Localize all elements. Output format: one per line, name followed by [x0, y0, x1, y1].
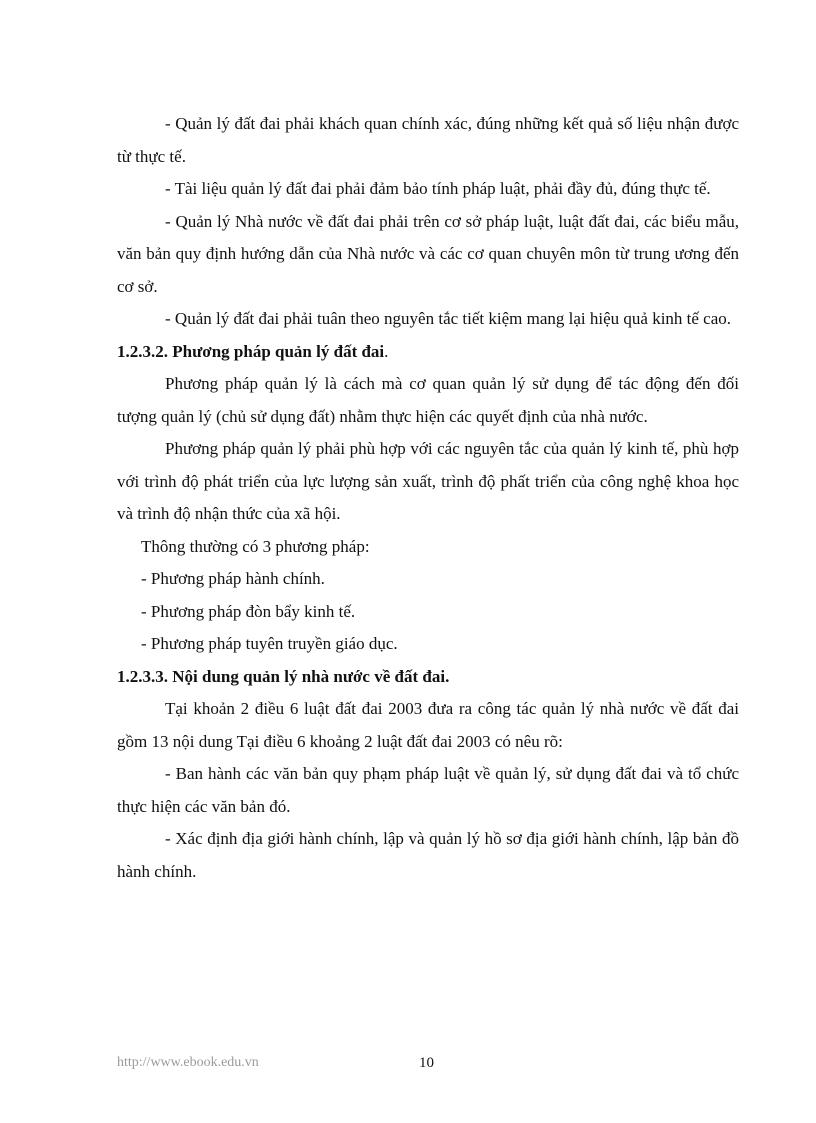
content-item: - Xác định địa giới hành chính, lập và quản lý hồ sơ địa giới hành chính, lập bản đồ hành chính. — [117, 829, 739, 881]
list-item: - Phương pháp hành chính. — [141, 569, 325, 588]
footer-url: http://www.ebook.edu.vn — [117, 1055, 259, 1070]
section-heading-content: 1.2.3.3. Nội dung quản lý nhà nước về đất đai. — [117, 666, 450, 686]
principle-paragraph: - Quản lý Nhà nước về đất đai phải trên cơ sở pháp luật, luật đất đai, các biểu mẫu, văn bản quy định hướng dẫn của Nhà nước và các cơ quan chuyên môn từ trung ương đến cơ sở. — [117, 211, 739, 296]
methods-paragraph: Phương pháp quản lý phải phù hợp với các nguyên tắc của quản lý kinh tế, phù hợp với trình độ phát triển của lực lượng sản xuất, trình độ phất triển của công nghệ khoa học và trình độ nhận thức của xã hội. — [117, 439, 739, 523]
page-number: 10 — [419, 1055, 434, 1071]
document-page — [117, 108, 739, 888]
list-item: - Phương pháp tuyên truyền giáo dục. — [141, 634, 398, 653]
content-item: - Ban hành các văn bản quy phạm pháp luật về quản lý, sử dụng đất đai và tổ chức thực hiện các văn bản đó. — [117, 764, 739, 816]
section-heading-methods-text: 1.2.3.2. Phương pháp quản lý đất đai — [117, 341, 385, 361]
methods-paragraph: Phương pháp quản lý là cách mà cơ quan quản lý sử dụng để tác động đến đối tượng quản lý (chủ sử dụng đất) nhằm thực hiện các quyết định của nhà nước. — [117, 374, 739, 426]
section-heading-methods — [117, 336, 739, 369]
principle-paragraph: - Tài liệu quản lý đất đai phải đảm bảo tính pháp luật, phải đầy đủ, đúng thực tế. — [165, 179, 711, 198]
methods-intro: Thông thường có 3 phương pháp: — [141, 536, 370, 556]
section-heading-methods-dot: . — [384, 341, 389, 361]
list-item: - Phương pháp đòn bẩy kinh tế. — [141, 601, 356, 621]
principle-paragraph: - Quản lý đất đai phải tuân theo nguyên tắc tiết kiệm mang lại hiệu quả kinh tế cao. — [165, 309, 732, 328]
content-paragraph: Tại khoản 2 điều 6 luật đất đai 2003 đưa ra công tác quản lý nhà nước về đất đai gồm 13 nội dung Tại điều 6 khoảng 2 luật đất đai 2003 có nêu rõ: — [117, 699, 739, 751]
page-footer — [117, 1055, 739, 1075]
principle-paragraph: - Quản lý đất đai phải khách quan chính xác, đúng những kết quả số liệu nhận được từ thực tế. — [117, 114, 739, 166]
